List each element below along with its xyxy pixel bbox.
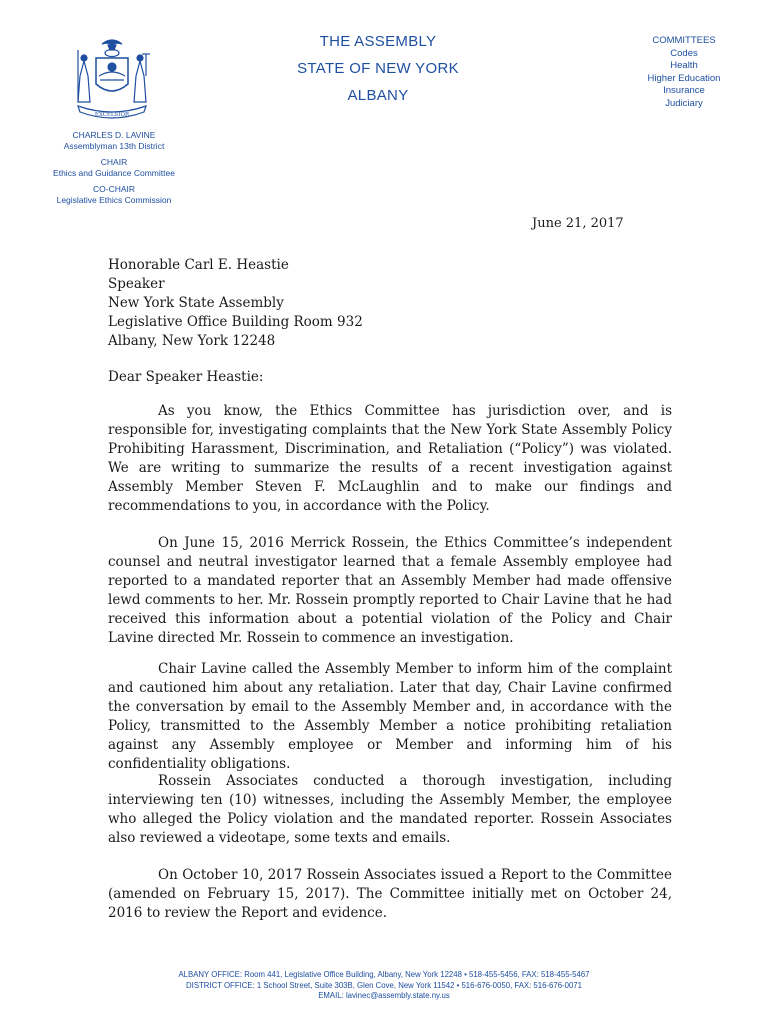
recipient-line: Honorable Carl E. Heastie bbox=[108, 257, 289, 273]
district-office-address: DISTRICT OFFICE: 1 School Street, Suite 303B, Glen Cove, New York 11542 • 516-676-0050, FAX: 516-676-0071 bbox=[186, 980, 582, 990]
chair-committee: Ethics and Guidance Committee bbox=[53, 167, 175, 178]
recipient-line: Legislative Office Building Room 932 bbox=[108, 314, 363, 330]
cochair-label: CO-CHAIR bbox=[92, 184, 136, 194]
letterhead-title: THE ASSEMBLY bbox=[319, 33, 437, 50]
body-paragraph: On June 15, 2016 Merrick Rossein, the Ethics Committee’s independent counsel and neutral investigator learned that a female Assembly employee had reported to a mandated reporter that an Assembly Member had made offensive lewd comments to her. Mr. Rossein promptly reported to Chair Lavine that he had received this information about a potential violation of the Policy and Chair Lavine directed Mr. Rossein to commence an investigation. bbox=[108, 535, 672, 646]
committee-item: Health bbox=[670, 60, 698, 71]
seal-motto: EXCELSIOR bbox=[94, 112, 130, 118]
recipient-line: Albany, New York 12248 bbox=[108, 333, 276, 349]
letter-date: June 21, 2017 bbox=[532, 216, 624, 231]
recipient-line: New York State Assembly bbox=[108, 295, 284, 311]
body-paragraph: On October 10, 2017 Rossein Associates issued a Report to the Committee (amended on February 15, 2017). The Committee initially met on October 24, 2016 to review the Report and evidence. bbox=[108, 867, 672, 921]
chair-label: CHAIR bbox=[100, 157, 128, 167]
recipient-address bbox=[108, 256, 363, 351]
member-info bbox=[34, 130, 194, 205]
committee-item: Codes bbox=[670, 47, 698, 59]
committee-item: Higher Education bbox=[647, 72, 721, 84]
salutation: Dear Speaker Heastie: bbox=[108, 369, 264, 385]
cochair-commission: Legislative Ethics Commission bbox=[56, 194, 172, 205]
body-paragraph: As you know, the Ethics Committee has jurisdiction over, and is responsible for, investigating complaints that the New York State Assembly Policy Prohibiting Harassment, Discrimination, and Retaliation (“Policy”) was violated. We are writing to summarize the results of a recent investigation against Assembly Member Steven F. McLaughlin and to make our findings and recommendations to you, in accordance with the Policy. bbox=[108, 403, 672, 514]
letterhead-city: ALBANY bbox=[347, 87, 409, 104]
committee-item: Judiciary bbox=[665, 97, 703, 109]
contact-email: EMAIL: lavinec@assembly.state.ny.us bbox=[318, 991, 450, 1000]
member-district: Assemblyman 13th District bbox=[63, 140, 165, 151]
body-paragraph: Rossein Associates conducted a thorough investigation, including interviewing ten (10) witnesses, including the Assembly Member, the employee who alleged the Policy violation and the mandated reporter. Rossein Associates also reviewed a videotape, some texts and emails. bbox=[108, 773, 672, 846]
committees-list bbox=[624, 35, 744, 110]
recipient-line: Speaker bbox=[108, 276, 165, 292]
committees-heading: COMMITTEES bbox=[652, 35, 716, 46]
letterhead-footer bbox=[0, 970, 768, 1002]
committee-item: Insurance bbox=[663, 85, 705, 96]
letterhead-state: STATE OF NEW YORK bbox=[297, 60, 459, 77]
body-paragraph: Chair Lavine called the Assembly Member to inform him of the complaint and cautioned him about any retaliation. Later that day, Chair Lavine confirmed the conversation by email to the Assembly Member and, in accordance with the Policy, transmitted to the Assembly Member a notice prohibiting retaliation against any Assembly employee or Member and informing him of his confidentiality obligations. bbox=[108, 661, 672, 772]
member-name: CHARLES D. LAVINE bbox=[72, 130, 156, 140]
albany-office-address: ALBANY OFFICE: Room 441, Legislative Office Building, Albany, New York 12248 • 518-455-5456, FAX: 518-455-5467 bbox=[178, 970, 590, 979]
